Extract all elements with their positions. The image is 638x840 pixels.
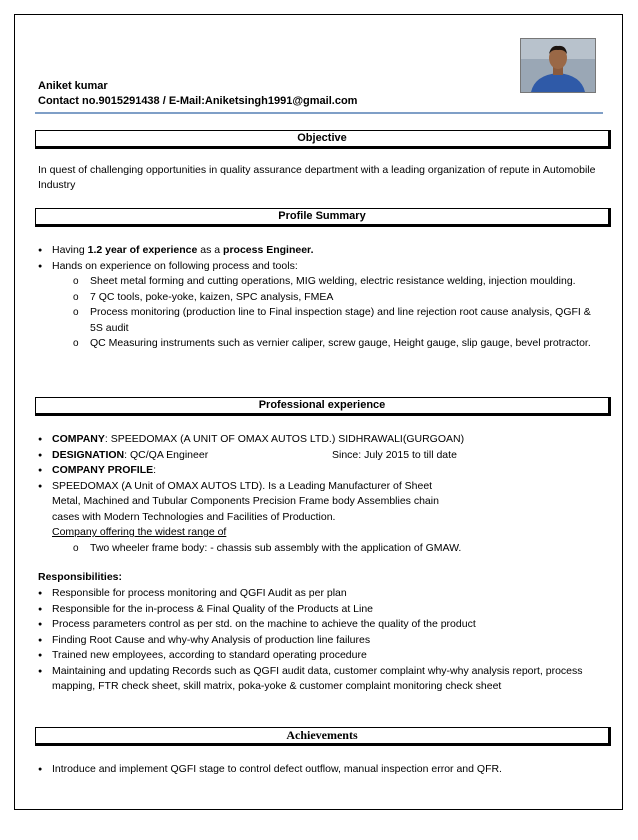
list-item: ● Trained new employees, according to standard operating procedure	[15, 648, 585, 664]
list-item: ● Having 1.2 year of experience as a process Engineer.	[15, 243, 605, 259]
offering-sublist	[15, 541, 605, 557]
sublist-item: o Process monitoring (production line to Final inspection stage) and line rejection root cause analysis, QGFI & 5S audit	[15, 305, 605, 336]
candidate-name: Aniket kumar	[38, 80, 108, 92]
section-profile-summary: Profile Summary	[35, 208, 611, 227]
list-item	[15, 479, 605, 557]
responsibilities-title: Responsibilities:	[38, 571, 123, 583]
offering-heading: Company offering the widest range of	[52, 526, 227, 538]
list-item: ● Finding Root Cause and why-why Analysis of production line failures	[15, 633, 585, 649]
list-item: ● Responsible for the in-process & Final Quality of the Products at Line	[15, 602, 585, 618]
list-item: ● DESIGNATION: QC/QA Engineer Since: July 2015 to till date	[15, 448, 605, 464]
header-divider	[35, 112, 603, 114]
sublist-item: o Two wheeler frame body: - chassis sub assembly with the application of GMAW.	[15, 541, 605, 557]
contact-line: Contact no.9015291438 / E-Mail:Aniketsingh1991@gmail.com	[38, 95, 358, 107]
list-item: ● Responsible for process monitoring and QGFI Audit as per plan	[15, 586, 585, 602]
sublist-item: o QC Measuring instruments such as vernier caliper, screw gauge, Height gauge, slip gauge, bevel protractor.	[15, 336, 605, 352]
sublist-item: o Sheet metal forming and cutting operations, MIG welding, electric resistance welding, injection moulding.	[15, 274, 605, 290]
list-item: ● Process parameters control as per std. on the machine to achieve the quality of the product	[15, 617, 585, 633]
section-achievements: Achievements	[35, 727, 611, 746]
list-item: ● Introduce and implement QGFI stage to control defect outflow, manual inspection error and QFR.	[15, 762, 605, 778]
list-item: ● Hands on experience on following process and tools: o Sheet metal forming and cutting operations, MIG welding, electric resistance welding, injection moulding. o 7 QC tools, poke-yoke, kaizen, SPC analysis, FMEA o Process monitoring (production line to Final inspection stage) and line rejection root cause analysis, QGFI & 5S audit o QC Measuring instruments such as vernier caliper, screw gauge, Height gauge, slip gauge, bevel protractor.	[15, 259, 605, 352]
responsibilities-list	[15, 586, 585, 695]
list-item: ● COMPANY: SPEEDOMAX (A UNIT OF OMAX AUTOS LTD.) SIDHRAWALI(GURGOAN)	[15, 432, 605, 448]
experience-list	[15, 432, 605, 556]
section-objective: Objective	[35, 130, 611, 149]
profile-sublist	[15, 274, 605, 352]
objective-text: In quest of challenging opportunities in quality assurance department with a leading organization of repute in Automobile Industry	[38, 164, 596, 191]
header	[38, 79, 357, 109]
section-professional-experience: Professional experience	[35, 397, 611, 416]
profile-photo	[520, 38, 596, 93]
resume-page	[14, 14, 623, 810]
list-item: ● COMPANY PROFILE:	[15, 463, 605, 479]
achievements-list	[15, 762, 605, 778]
company-description: ● SPEEDOMAX (A Unit of OMAX AUTOS LTD). Is a Leading Manufacturer of Sheet Metal, Machined and Tubular Components Precision Frame body Assemblies chain cases with Modern Technologies and Facilities of Production.	[52, 479, 439, 523]
profile-list	[15, 243, 605, 352]
list-item: ● Maintaining and updating Records such as QGFI audit data, customer complaint why-why analysis report, process mapping, FTR check sheet, skill matrix, poka-yoke & customer complaint monitoring check sheet	[15, 664, 585, 695]
sublist-item: o 7 QC tools, poke-yoke, kaizen, SPC analysis, FMEA	[15, 290, 605, 306]
profile-photo-image	[521, 39, 595, 92]
since-text: Since: July 2015 to till date	[332, 448, 457, 461]
